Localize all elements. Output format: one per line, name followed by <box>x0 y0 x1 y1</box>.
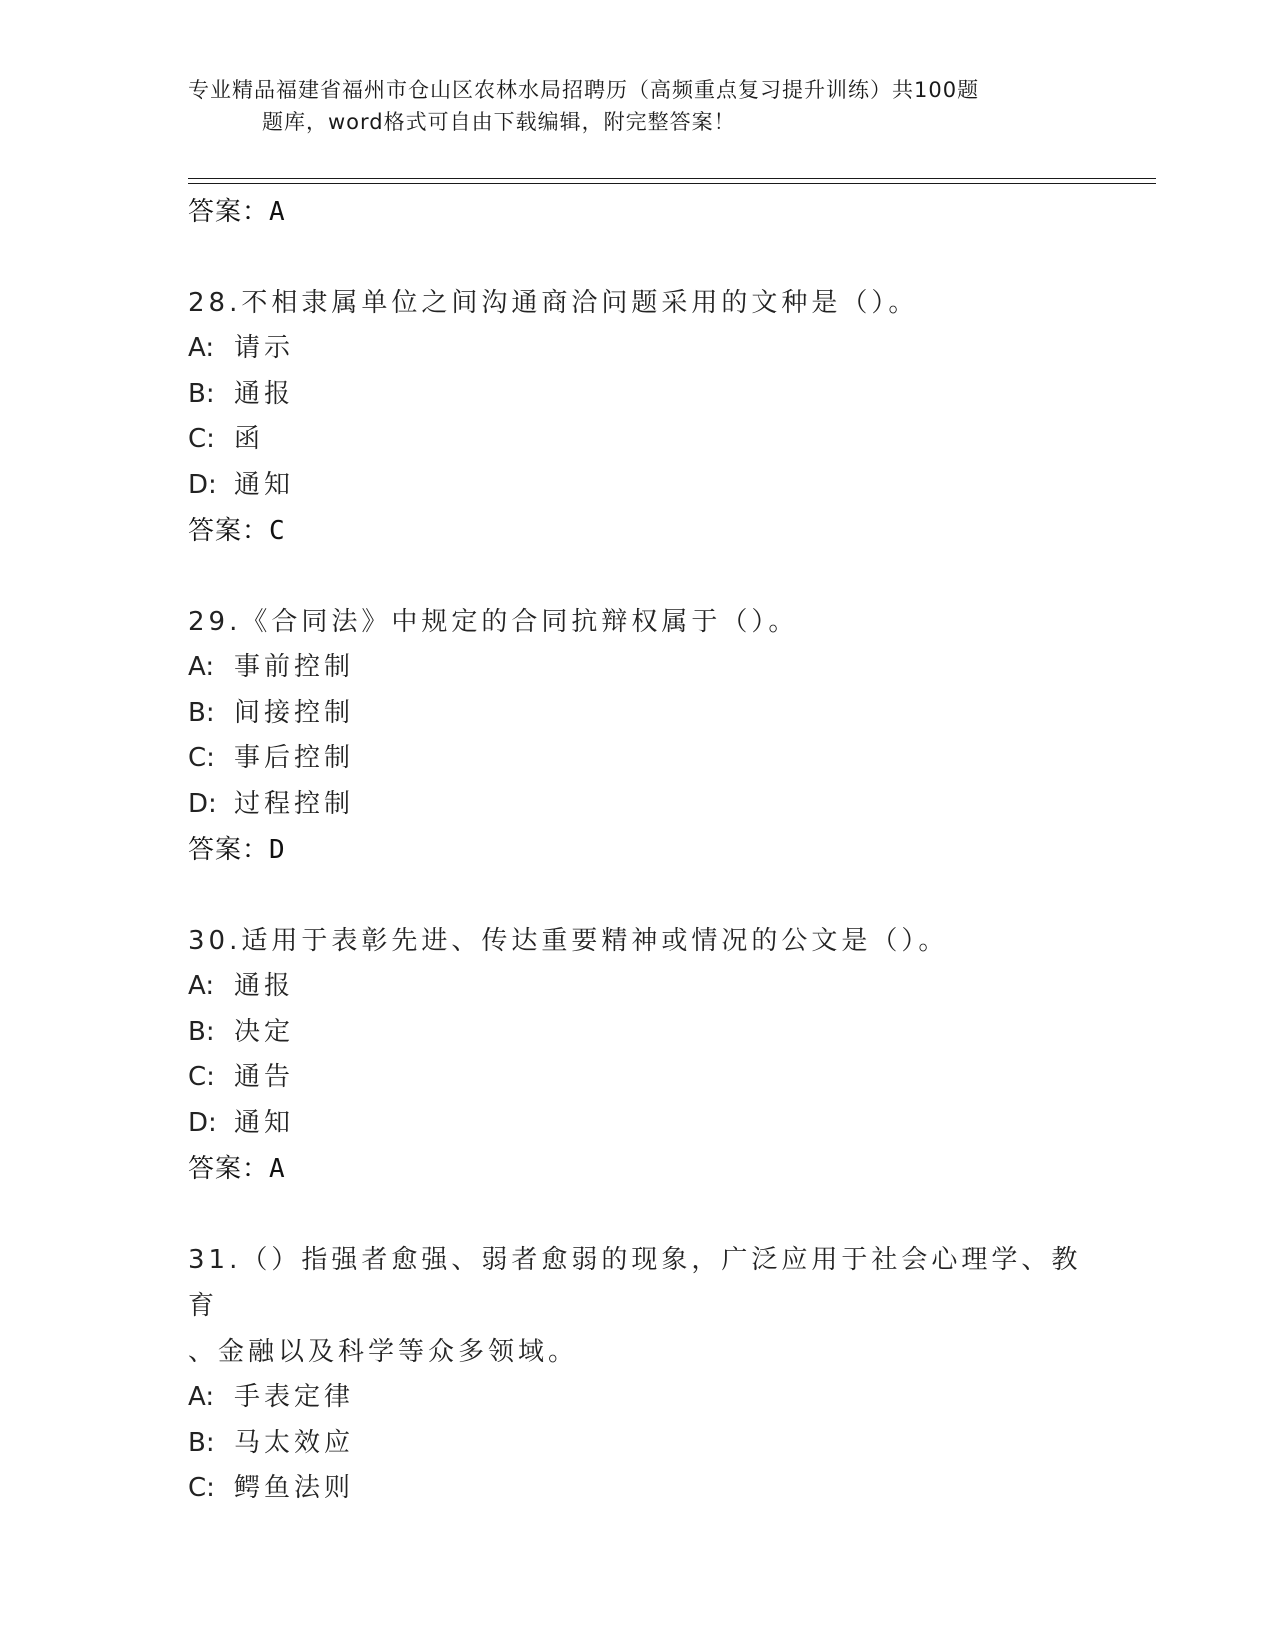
header-title-line2: 题库，word格式可自由下载编辑，附完整答案！ <box>262 110 736 134</box>
option-text: 马太效应 <box>234 1427 355 1458</box>
header-title-line1: 专业精品福建省福州市仓山区农林水局招聘历（高频重点复习提升训练）共100题 <box>188 78 980 102</box>
question-text: 29.《合同法》中规定的合同抗辩权属于（）。 <box>188 607 799 637</box>
question-text: 30.适用于表彰先进、传达重要精神或情况的公文是（）。 <box>188 926 949 956</box>
option-letter: A: <box>188 652 215 682</box>
option-letter: A: <box>188 1382 215 1412</box>
option-text: 鳄鱼法则 <box>234 1473 355 1503</box>
option-b <box>188 691 1088 737</box>
option-letter: B: <box>188 378 215 409</box>
answer-value: D <box>269 835 286 865</box>
option-letter: B: <box>188 1427 215 1458</box>
option-b <box>188 1010 1088 1056</box>
option-letter: D: <box>188 469 217 500</box>
option-text: 通报 <box>234 971 295 1001</box>
option-letter: D: <box>188 1107 217 1138</box>
option-text: 通告 <box>234 1062 295 1092</box>
option-text: 通知 <box>234 1107 295 1138</box>
header-divider-top <box>188 178 1156 179</box>
option-b <box>188 372 1088 418</box>
option-text: 决定 <box>234 1016 295 1047</box>
answer-label: 答案： <box>188 1154 270 1184</box>
option-c <box>188 417 1088 463</box>
option-text: 通报 <box>234 378 295 409</box>
answer-label: 答案： <box>188 835 270 865</box>
option-d <box>188 1101 1088 1147</box>
option-d <box>188 782 1088 828</box>
page-header <box>188 74 1088 138</box>
option-c <box>188 736 1088 782</box>
option-d <box>188 463 1088 509</box>
option-a <box>188 645 1088 691</box>
option-letter: C: <box>188 424 215 454</box>
answer-line <box>188 1146 1088 1192</box>
answer-label: 答案： <box>188 197 270 227</box>
option-letter: C: <box>188 1473 215 1503</box>
option-letter: C: <box>188 1062 215 1092</box>
option-letter: C: <box>188 743 215 773</box>
option-text: 通知 <box>234 469 295 500</box>
answer-label: 答案： <box>188 516 270 546</box>
option-text: 函 <box>234 424 265 454</box>
option-letter: B: <box>188 1016 215 1047</box>
option-letter: A: <box>188 971 215 1001</box>
option-letter: A: <box>188 333 215 363</box>
option-text: 过程控制 <box>234 788 355 819</box>
answer-line <box>188 189 1088 235</box>
answer-line <box>188 827 1088 873</box>
option-b <box>188 1421 1088 1467</box>
answer-value: C <box>269 516 286 546</box>
option-text: 事前控制 <box>234 652 355 682</box>
option-text: 请示 <box>234 333 295 363</box>
question-text-line2: 、金融以及科学等众多领域。 <box>188 1337 579 1367</box>
option-a <box>188 1375 1088 1421</box>
question-text-line1: 31.（）指强者愈强、弱者愈弱的现象，广泛应用于社会心理学、教育 <box>188 1245 1082 1321</box>
option-a <box>188 964 1088 1010</box>
option-letter: D: <box>188 788 217 819</box>
answer-value: A <box>269 1154 286 1184</box>
option-text: 手表定律 <box>234 1382 355 1412</box>
answer-value: A <box>269 197 286 227</box>
option-a <box>188 326 1088 372</box>
question-list <box>188 189 1088 1512</box>
option-c <box>188 1055 1088 1101</box>
answer-line <box>188 508 1088 554</box>
option-text: 间接控制 <box>234 697 355 728</box>
question-text: 28.不相隶属单位之间沟通商洽问题采用的文种是（）。 <box>188 288 919 318</box>
option-text: 事后控制 <box>234 743 355 773</box>
option-c <box>188 1466 1088 1512</box>
header-divider-bottom <box>188 183 1156 184</box>
option-letter: B: <box>188 697 215 728</box>
